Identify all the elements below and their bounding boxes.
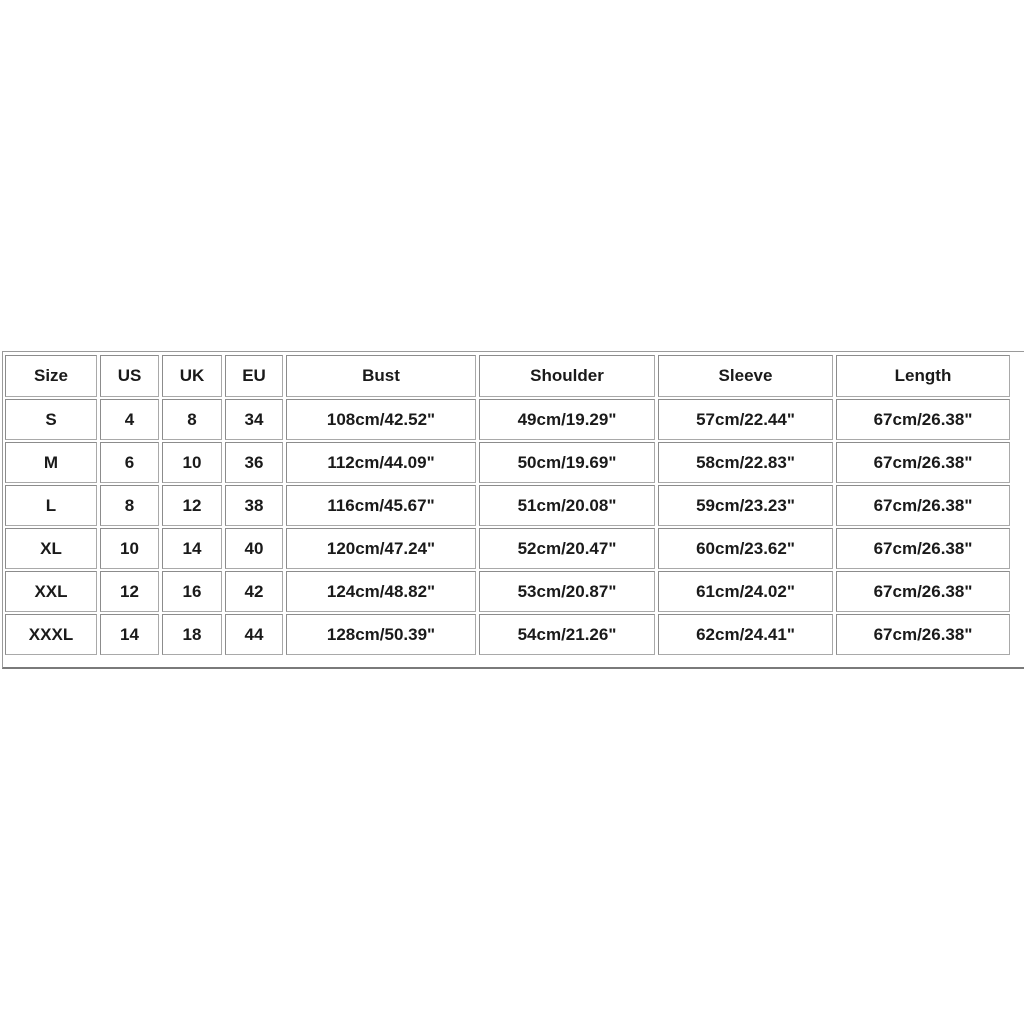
cell-eu: 40 bbox=[225, 528, 283, 569]
cell-sleeve: 57cm/22.44" bbox=[658, 399, 833, 440]
table-row bbox=[5, 528, 1010, 569]
cell-eu: 34 bbox=[225, 399, 283, 440]
cell-us: 10 bbox=[100, 528, 159, 569]
header-sleeve: Sleeve bbox=[658, 355, 833, 397]
cell-uk: 14 bbox=[162, 528, 222, 569]
cell-sleeve: 58cm/22.83" bbox=[658, 442, 833, 483]
header-us: US bbox=[100, 355, 159, 397]
cell-length: 67cm/26.38" bbox=[836, 399, 1010, 440]
cell-us: 6 bbox=[100, 442, 159, 483]
cell-bust: 112cm/44.09" bbox=[286, 442, 476, 483]
cell-size: XXXL bbox=[5, 614, 97, 655]
header-row bbox=[5, 355, 1010, 397]
cell-us: 14 bbox=[100, 614, 159, 655]
cell-length: 67cm/26.38" bbox=[836, 614, 1010, 655]
cell-size: L bbox=[5, 485, 97, 526]
cell-sleeve: 61cm/24.02" bbox=[658, 571, 833, 612]
cell-uk: 10 bbox=[162, 442, 222, 483]
cell-uk: 16 bbox=[162, 571, 222, 612]
header-bust: Bust bbox=[286, 355, 476, 397]
cell-sleeve: 62cm/24.41" bbox=[658, 614, 833, 655]
cell-shoulder: 49cm/19.29" bbox=[479, 399, 655, 440]
cell-length: 67cm/26.38" bbox=[836, 442, 1010, 483]
table-row bbox=[5, 442, 1010, 483]
cell-us: 8 bbox=[100, 485, 159, 526]
header-size: Size bbox=[5, 355, 97, 397]
size-chart-table bbox=[2, 353, 1013, 657]
cell-uk: 18 bbox=[162, 614, 222, 655]
cell-sleeve: 60cm/23.62" bbox=[658, 528, 833, 569]
cell-size: XL bbox=[5, 528, 97, 569]
cell-uk: 12 bbox=[162, 485, 222, 526]
cell-size: M bbox=[5, 442, 97, 483]
cell-length: 67cm/26.38" bbox=[836, 571, 1010, 612]
header-uk: UK bbox=[162, 355, 222, 397]
cell-shoulder: 53cm/20.87" bbox=[479, 571, 655, 612]
cell-eu: 44 bbox=[225, 614, 283, 655]
cell-sleeve: 59cm/23.23" bbox=[658, 485, 833, 526]
cell-shoulder: 50cm/19.69" bbox=[479, 442, 655, 483]
table-row bbox=[5, 571, 1010, 612]
cell-us: 12 bbox=[100, 571, 159, 612]
table-row bbox=[5, 485, 1010, 526]
header-shoulder: Shoulder bbox=[479, 355, 655, 397]
cell-bust: 128cm/50.39" bbox=[286, 614, 476, 655]
cell-bust: 116cm/45.67" bbox=[286, 485, 476, 526]
cell-eu: 42 bbox=[225, 571, 283, 612]
cell-shoulder: 52cm/20.47" bbox=[479, 528, 655, 569]
cell-size: XXL bbox=[5, 571, 97, 612]
cell-size: S bbox=[5, 399, 97, 440]
table-row bbox=[5, 614, 1010, 655]
header-eu: EU bbox=[225, 355, 283, 397]
cell-bust: 124cm/48.82" bbox=[286, 571, 476, 612]
cell-length: 67cm/26.38" bbox=[836, 528, 1010, 569]
cell-bust: 120cm/47.24" bbox=[286, 528, 476, 569]
cell-us: 4 bbox=[100, 399, 159, 440]
cell-eu: 38 bbox=[225, 485, 283, 526]
cell-length: 67cm/26.38" bbox=[836, 485, 1010, 526]
cell-uk: 8 bbox=[162, 399, 222, 440]
header-length: Length bbox=[836, 355, 1010, 397]
cell-shoulder: 51cm/20.08" bbox=[479, 485, 655, 526]
cell-shoulder: 54cm/21.26" bbox=[479, 614, 655, 655]
cell-eu: 36 bbox=[225, 442, 283, 483]
table-row bbox=[5, 399, 1010, 440]
cell-bust: 108cm/42.52" bbox=[286, 399, 476, 440]
